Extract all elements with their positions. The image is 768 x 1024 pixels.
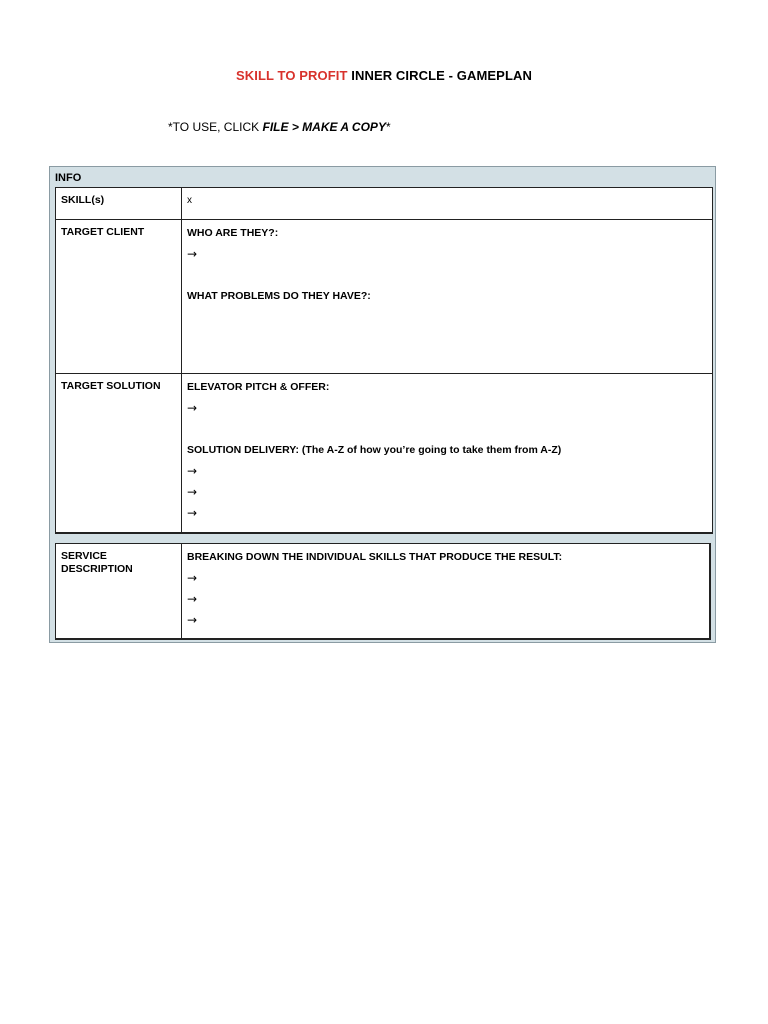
info-table (55, 187, 713, 534)
skills-label: SKILL(s) (56, 188, 182, 220)
instruction-prefix: *TO USE, CLICK (168, 120, 263, 134)
target-solution-label: TARGET SOLUTION (56, 374, 182, 534)
skills-value: x (187, 195, 192, 206)
elevator-pitch-question: ELEVATOR PITCH & OFFER: (187, 381, 330, 393)
title-rest: INNER CIRCLE - GAMEPLAN (347, 68, 532, 83)
solution-delivery-answer-1: → (187, 464, 198, 478)
target-solution-cell[interactable] (182, 374, 713, 534)
skills-breakdown-answer-3: → (187, 613, 198, 627)
target-client-cell[interactable] (182, 220, 713, 374)
skills-cell[interactable] (182, 188, 713, 220)
who-are-they-answer: → (187, 247, 198, 261)
service-description-label: SERVICE DESCRIPTION (56, 544, 182, 640)
who-are-they-question: WHO ARE THEY?: (187, 227, 279, 239)
spacer (187, 267, 707, 288)
service-description-cell[interactable] (182, 544, 711, 640)
skills-breakdown-answer-1: → (187, 571, 198, 585)
document-title (0, 68, 768, 83)
solution-delivery-question: SOLUTION DELIVERY: (The A-Z of how you’re going to take them from A-Z) (187, 444, 562, 456)
info-section-label: INFO (55, 172, 82, 184)
table-row-skills (56, 188, 713, 220)
title-accent: SKILL TO PROFIT (236, 68, 348, 83)
solution-delivery-answer-3: → (187, 506, 198, 520)
problems-question: WHAT PROBLEMS DO THEY HAVE?: (187, 290, 371, 302)
copy-instruction (168, 120, 391, 134)
skills-breakdown-question: BREAKING DOWN THE INDIVIDUAL SKILLS THAT PRODUCE THE RESULT: (187, 551, 563, 563)
skills-breakdown-answer-2: → (187, 592, 198, 606)
service-table (55, 543, 711, 640)
spacer (187, 421, 707, 442)
target-client-label: TARGET CLIENT (56, 220, 182, 374)
elevator-pitch-answer: → (187, 401, 198, 415)
table-row-target-solution (56, 374, 713, 534)
info-panel (49, 166, 716, 643)
instruction-menu-path: FILE > MAKE A COPY (262, 120, 386, 134)
table-row-target-client (56, 220, 713, 374)
instruction-suffix: * (385, 120, 391, 134)
table-row-service-description (56, 544, 711, 640)
solution-delivery-answer-2: → (187, 485, 198, 499)
